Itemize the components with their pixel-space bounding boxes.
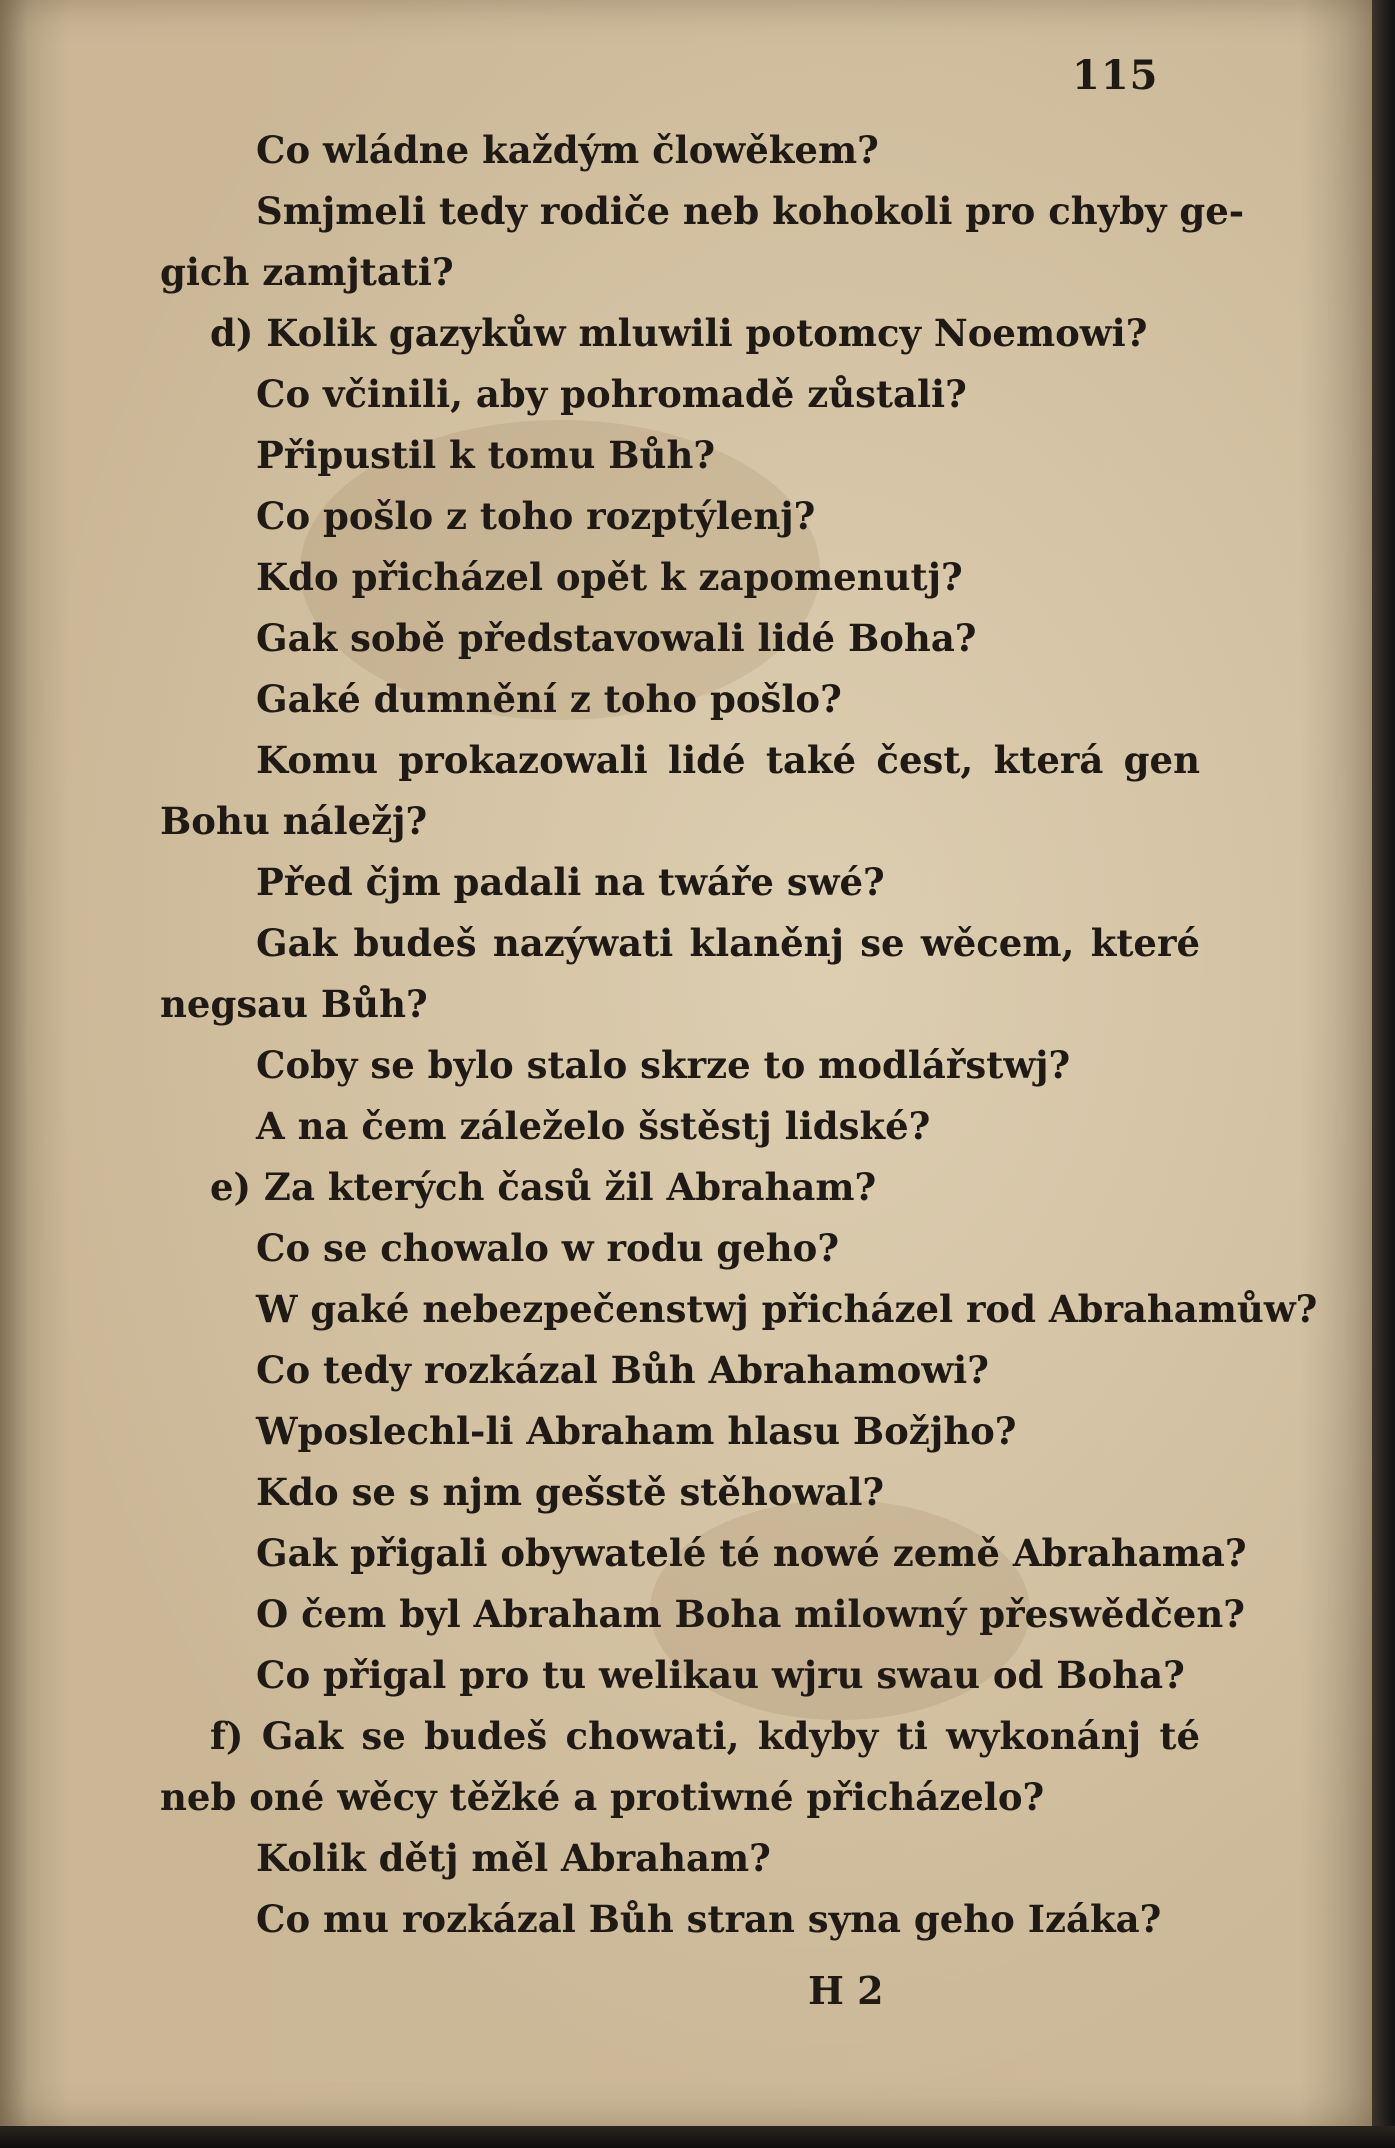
text-line: W gaké nebezpečenstwj přicházel rod Abrahamůw? (256, 1287, 1318, 1331)
text-line: Komu prokazowali lidé také čest, která gen (256, 738, 1200, 782)
text-line: Připustil k tomu Bůh? (256, 433, 716, 477)
text-line: Gak sobě představowali lidé Boha? (256, 616, 977, 660)
book-edge (1372, 0, 1395, 2148)
text-line: f) Gak se budeš chowati, kdyby ti wykonánj té (210, 1714, 1200, 1758)
text-line: Kdo přicházel opět k zapomenutj? (256, 555, 963, 599)
text-line: O čem byl Abraham Boha milowný přeswědčen? (256, 1592, 1245, 1636)
text-line: Co se chowalo w rodu geho? (256, 1226, 840, 1270)
text-line: gich zamjtati? (160, 250, 454, 294)
text-line: Gak budeš nazýwati klaněnj se wěcem, které (256, 921, 1200, 965)
text-line: negsau Bůh? (160, 982, 428, 1026)
text-line: Co přigal pro tu welikau wjru swau od Boha? (256, 1653, 1185, 1697)
text-line: Co pošlo z toho rozptýlenj? (256, 494, 816, 538)
text-line: neb oné wěcy těžké a protiwné přicházelo? (160, 1775, 1045, 1819)
text-line: Smjmeli tedy rodiče neb kohokoli pro chyby ge- (256, 189, 1245, 233)
text-line: Bohu náležj? (160, 799, 428, 843)
text-line: Wposlechl-li Abraham hlasu Božjho? (256, 1409, 1017, 1453)
page-number: 115 (1072, 52, 1159, 99)
text-line: Co mu rozkázal Bůh stran syna geho Izáka? (256, 1897, 1162, 1941)
signature-mark: H 2 (808, 1968, 884, 2013)
text-line: Gaké dumnění z toho pošlo? (256, 677, 842, 721)
text-line: Coby se bylo stalo skrze to modlářstwj? (256, 1043, 1071, 1087)
text-line: Kolik dětj měl Abraham? (256, 1836, 771, 1880)
text-line: A na čem záleželo šstěstj lidské? (256, 1104, 931, 1148)
page-text (160, 120, 1318, 1950)
text-line: d) Kolik gazykůw mluwili potomcy Noemowi? (210, 311, 1148, 355)
book-bottom-edge (0, 2126, 1395, 2148)
text-line: Před čjm padali na twáře swé? (256, 860, 885, 904)
text-line: Co wládne každým člowěkem? (256, 128, 879, 172)
text-line: Gak přigali obywatelé té nowé země Abrahama? (256, 1531, 1247, 1575)
text-line: e) Za kterých časů žil Abraham? (210, 1165, 877, 1209)
text-line: Co tedy rozkázal Bůh Abrahamowi? (256, 1348, 989, 1392)
text-line: Kdo se s njm gešstě stěhowal? (256, 1470, 885, 1514)
text-line: Co včinili, aby pohromadě zůstali? (256, 372, 967, 416)
